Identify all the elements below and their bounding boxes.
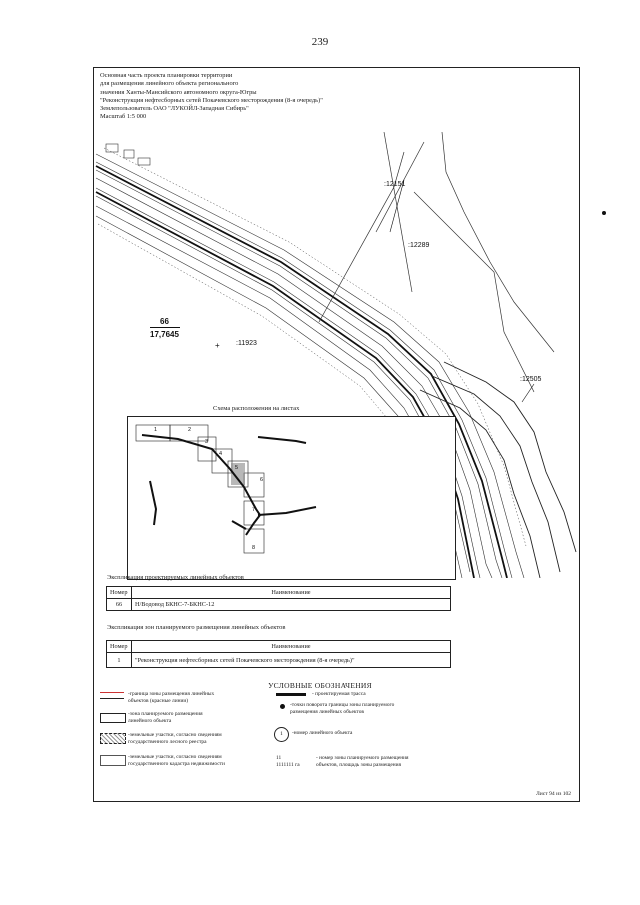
header-line: для размещения линейного объекта регионального	[100, 80, 239, 88]
object-area: 17,7645	[150, 330, 179, 339]
sheet-header	[100, 72, 323, 122]
sheet-number: 4	[219, 451, 223, 457]
legend-text: -земельные участки, согласно сведениям	[128, 754, 222, 760]
table1-cell-number: 66	[107, 599, 132, 611]
legend-right-item	[290, 702, 394, 716]
legend-text: линейного объекта	[128, 717, 172, 724]
sheet-number: 5	[235, 465, 239, 471]
legend-text: -зона планируемого размещения	[128, 711, 203, 717]
zone-symbol	[100, 713, 126, 723]
inset-scheme	[127, 416, 456, 580]
table1-cell-name: Н/Водовод БКНС-7-БКНС-12	[132, 599, 451, 611]
legend-text: размещения линейных объектов	[290, 708, 364, 715]
sheet-number: 1	[154, 427, 158, 433]
legend-right-item	[312, 691, 366, 698]
object-number-symbol: 1	[274, 727, 289, 742]
header-line: Землепользователь ОАО "ЛУКОЙЛ-Западная Сибирь"	[100, 105, 249, 113]
zone-label-symbol	[276, 755, 300, 769]
legend-text: -точки поворота границы зоны планируемого	[290, 702, 395, 708]
legend-text: -земельные участки, согласно сведениям	[128, 732, 222, 738]
table2-cell-number: 1	[107, 653, 132, 668]
legend-text: объектов (красные линии)	[128, 697, 189, 704]
legend-left-item	[128, 754, 225, 768]
table2-title: Экспликация зон планируемого размещения линейных объектов	[107, 624, 286, 631]
legend-text: государственного лесного реестра	[128, 738, 207, 745]
table2-cell-name: "Реконструкция нефтесборных сетей Покачевского месторождения (8-я очередь)"	[132, 653, 451, 668]
page-number: 239	[311, 36, 329, 48]
zones-table	[106, 640, 451, 668]
legend-text: - проектируемая трасса	[312, 691, 366, 697]
legend-text: - номер зоны планируемого размещения	[316, 755, 409, 761]
table1-header-number: Номер	[107, 587, 132, 599]
legend-title: УСЛОВНЫЕ ОБОЗНАЧЕНИЯ	[268, 681, 372, 690]
zone-number: 11	[276, 755, 282, 761]
sheet-number: 8	[252, 545, 256, 551]
objects-table	[106, 586, 451, 611]
header-line: Масштаб 1:5 000	[100, 113, 147, 121]
map-label: :12289	[408, 242, 430, 249]
map-label: :12151	[384, 181, 406, 188]
legend-text: объектов, площадь зоны размещения	[316, 761, 401, 768]
table2-header-name: Наименование	[132, 641, 451, 653]
object-fraction-line	[150, 327, 180, 328]
object-number: 66	[160, 317, 169, 326]
red-line-symbol	[100, 692, 124, 699]
legend-left-item	[128, 691, 214, 705]
map-label: :11923	[236, 340, 257, 347]
map-label: :12505	[520, 376, 542, 383]
cadastre-parcel-symbol	[100, 755, 126, 766]
sheet-counter: Лист 94 из 102	[536, 791, 572, 797]
zone-area: 1111111 га	[276, 761, 300, 768]
header-line: значения Ханты-Мансийского автономного округа-Югры	[100, 88, 257, 96]
table1-title: Экспликация проектируемых линейных объектов	[107, 574, 244, 581]
legend-text: государственного кадастра недвижимости	[128, 760, 225, 767]
header-line: Основная часть проекта планировки территории	[100, 72, 233, 79]
table1-header-name: Наименование	[132, 587, 451, 599]
sheet-number: 7	[252, 507, 256, 513]
legend-text: -граница зоны размещения линейных	[128, 691, 215, 697]
turn-point-symbol	[280, 704, 285, 709]
plus-mark: +	[215, 341, 220, 350]
legend-left-item	[128, 732, 222, 746]
sheet-number: 3	[205, 439, 209, 445]
sheet-number: 6	[260, 477, 264, 483]
inset-title: Схема расположения на листах	[213, 405, 300, 412]
legend-right-item	[292, 730, 352, 737]
legend-left-item	[128, 711, 203, 725]
inset-drawing	[128, 417, 455, 579]
legend-right-item	[316, 755, 408, 769]
sheet-number: 2	[188, 427, 192, 433]
forest-parcel-symbol	[100, 733, 126, 744]
route-symbol	[276, 693, 306, 696]
legend-text: -номер линейного объекта	[292, 730, 353, 736]
table2-header-number: Номер	[107, 641, 132, 653]
header-line: "Реконструкция нефтесборных сетей Покачевского месторождения (8-я очередь)"	[100, 96, 323, 104]
scan-dot	[602, 211, 606, 215]
